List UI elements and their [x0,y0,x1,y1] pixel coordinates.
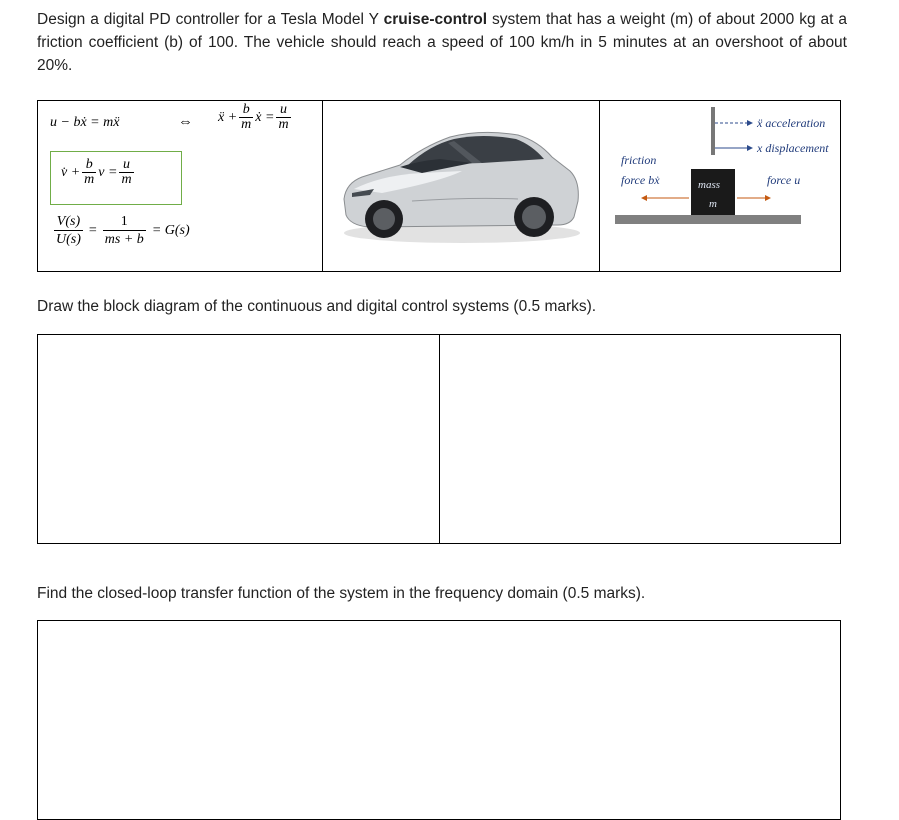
free-body-diagram-cell [599,101,841,271]
cruise-control-term: cruise-control [383,11,488,28]
friction-force-label: force bẋ [621,173,660,187]
equation-newton: u − bẋ = mẍ [50,115,120,130]
velocity-equation-box [50,151,182,205]
mass-label: mass [698,179,721,191]
acceleration-label: ẍ acceleration [757,116,826,130]
continuous-diagram-answer-cell[interactable] [38,335,440,543]
model-table [37,100,841,272]
equation-normalized: ẍ + $\frac{b}{m}$ ẋ = $\frac{u}{m}$ [218,102,289,132]
displacement-label: x displacement [757,141,829,155]
equation-velocity: v̇ + $\frac{b}{m}$ v = $\frac{u}{m}$ [61,157,132,187]
question-closed-loop: Find the closed-loop transfer function of the system in the frequency domain (0.5 marks). [37,585,646,602]
digital-diagram-answer-cell[interactable] [439,335,840,543]
friction-label: friction [621,153,657,167]
transfer-function: $\frac{V(s)}{U(s)}$ = $\frac{1}{ms + b}$ = G(s) [56,214,190,247]
tesla-model-y-image [322,101,599,271]
equations-cell [38,101,323,271]
force-label: force u [767,173,801,187]
problem-statement: Design a digital PD controller for a Tesla Model Y cruise-control system that has a weight (m) of about 2000 kg at a friction coefficient (b) of 100. The vehicle should reach a speed of 100 km/h in 5 minutes at an overshoot of about 20%. [37,11,847,74]
mass-symbol: m [709,198,717,210]
closed-loop-answer-box[interactable] [37,620,841,820]
car-image-cell [322,101,600,271]
block-diagram-answer-table [37,334,841,544]
question-block-diagram: Draw the block diagram of the continuous and digital control systems (0.5 marks). [37,298,597,315]
equivalence-symbol: ⇔ [178,114,193,130]
